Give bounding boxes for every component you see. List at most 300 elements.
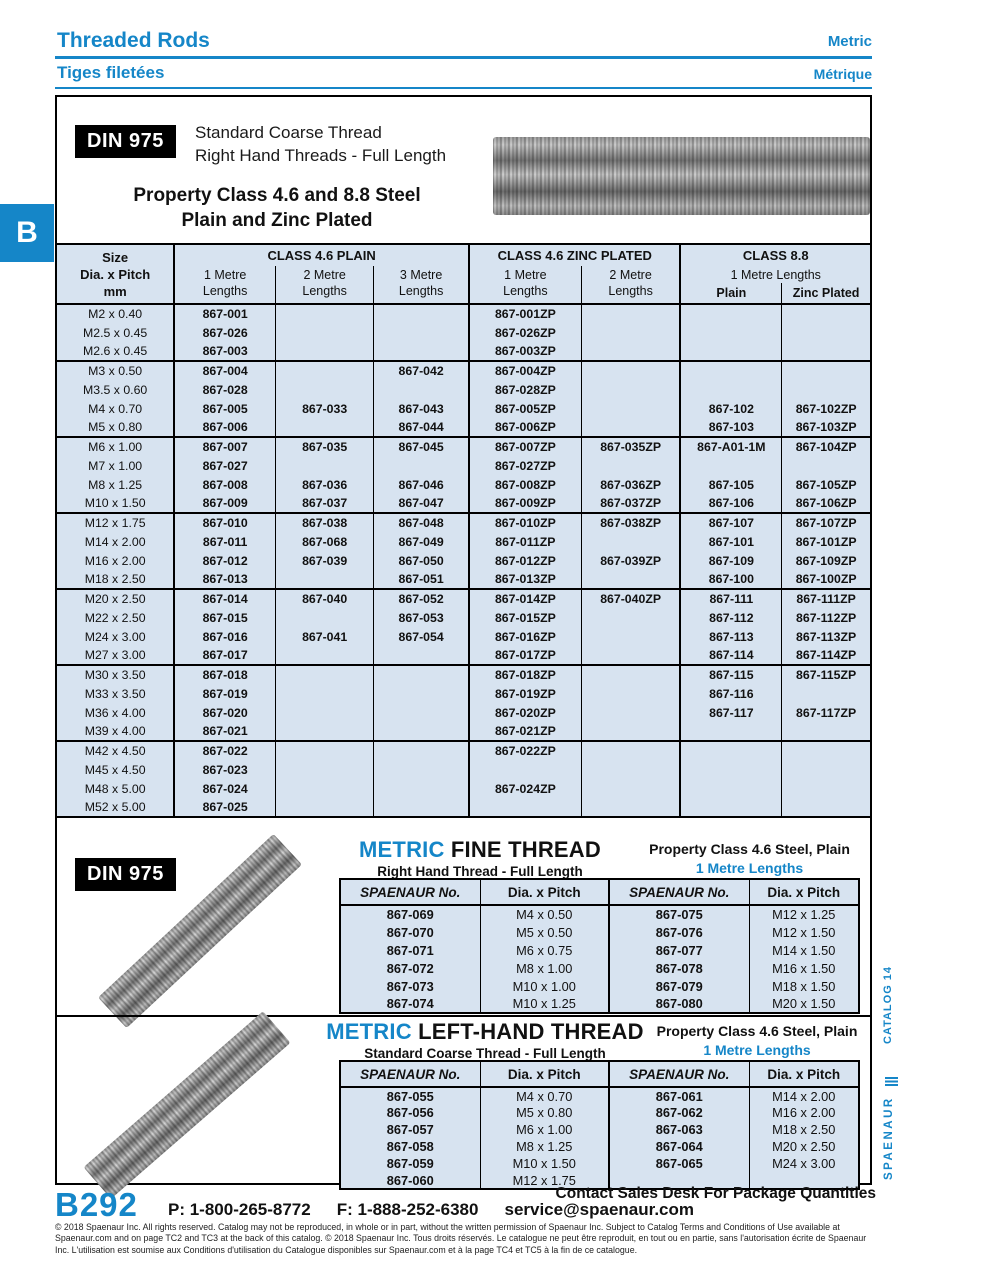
table-row — [56, 418, 871, 437]
table-cell: 867-106 — [680, 494, 781, 513]
table-row — [56, 779, 871, 798]
table-cell — [276, 760, 374, 779]
page-title-en: Threaded Rods — [57, 29, 210, 52]
section-divider — [55, 1015, 872, 1017]
col-header-lengths: Lengths — [174, 283, 275, 304]
table-cell — [374, 380, 469, 399]
table-cell: 867-006 — [174, 418, 275, 437]
table-cell: 867-019 — [174, 684, 275, 703]
table-cell: 867-103 — [680, 418, 781, 437]
table-cell: 867-053 — [374, 608, 469, 627]
col-header-lengths: Lengths — [276, 283, 374, 304]
table-cell: 867-114ZP — [782, 646, 871, 665]
table-cell: M4 x 0.70 — [480, 1087, 609, 1104]
table-cell — [782, 779, 871, 798]
left-col-pitch-2: Dia. x Pitch — [749, 1061, 859, 1087]
left-thread-title — [325, 1019, 645, 1061]
table-cell: 867-008 — [174, 475, 275, 494]
table-cell — [782, 304, 871, 323]
table-cell: 867-007 — [174, 437, 275, 456]
din-975-badge-fine: DIN 975 — [75, 858, 176, 891]
table-cell: 867-022ZP — [469, 741, 581, 760]
table-cell: 867-060 — [340, 1172, 480, 1189]
table-cell: 867-015ZP — [469, 608, 581, 627]
table-cell: 867-004ZP — [469, 361, 581, 380]
table-cell: 867-024ZP — [469, 779, 581, 798]
table-cell: 867-003 — [174, 342, 275, 361]
table-cell — [581, 532, 680, 551]
table-cell: M5 x 0.50 — [480, 923, 609, 941]
header-rule-bottom — [55, 87, 872, 89]
table-cell — [680, 361, 781, 380]
table-cell — [374, 779, 469, 798]
table-cell: 867-052 — [374, 589, 469, 608]
left-title-accent: METRIC — [326, 1019, 412, 1044]
table-cell — [782, 741, 871, 760]
size-header-line3: mm — [103, 283, 127, 299]
table-row — [340, 905, 859, 923]
table-cell — [680, 456, 781, 475]
table-cell — [581, 665, 680, 684]
table-cell — [374, 684, 469, 703]
table-row — [56, 437, 871, 456]
table-cell — [276, 608, 374, 627]
table-cell: M42 x 4.50 — [56, 741, 174, 760]
table-cell: 867-040ZP — [581, 589, 680, 608]
col-header-zp-1metre: 1 Metre — [469, 266, 581, 283]
spaenaur-logo-icon — [885, 1077, 898, 1086]
fine-thread-rows — [340, 905, 859, 1013]
table-cell: 867-039 — [276, 551, 374, 570]
table-cell: 867-062 — [609, 1104, 749, 1121]
row-group-m30 — [56, 665, 871, 741]
left-thread-rows — [340, 1087, 859, 1189]
table-cell: 867-107 — [680, 513, 781, 532]
table-cell: 867-018 — [174, 665, 275, 684]
table-cell: M3 x 0.50 — [56, 361, 174, 380]
table-cell: 867-016 — [174, 627, 275, 646]
table-row — [56, 399, 871, 418]
table-cell: 867-009 — [174, 494, 275, 513]
row-group-m3 — [56, 361, 871, 437]
table-cell — [276, 380, 374, 399]
table-cell — [276, 456, 374, 475]
table-cell — [276, 323, 374, 342]
table-cell: 867-025 — [174, 798, 275, 817]
table-row — [56, 456, 871, 475]
table-cell: M2 x 0.40 — [56, 304, 174, 323]
table-cell: M30 x 3.50 — [56, 665, 174, 684]
table-cell: M3.5 x 0.60 — [56, 380, 174, 399]
table-cell — [581, 399, 680, 418]
table-cell — [680, 760, 781, 779]
table-row — [340, 995, 859, 1013]
table-cell: 867-057 — [340, 1121, 480, 1138]
table-cell — [276, 304, 374, 323]
table-cell: 867-013ZP — [469, 570, 581, 589]
table-cell: M14 x 2.00 — [56, 532, 174, 551]
table-cell — [276, 646, 374, 665]
table-cell: 867-004 — [174, 361, 275, 380]
table-cell: 867-A01-1M — [680, 437, 781, 456]
fine-property-line1: Property Class 4.6 Steel, Plain — [649, 841, 850, 857]
fine-col-pitch-1: Dia. x Pitch — [480, 879, 609, 905]
table-cell: 867-112ZP — [782, 608, 871, 627]
coarse-thread-table — [55, 243, 872, 818]
col-header-88-zinc: Zinc Plated — [782, 283, 871, 304]
table-row — [56, 475, 871, 494]
fine-col-pitch-2: Dia. x Pitch — [749, 879, 859, 905]
table-cell — [680, 342, 781, 361]
table-row — [340, 1121, 859, 1138]
table-cell — [680, 380, 781, 399]
table-row — [56, 323, 871, 342]
row-group-m20 — [56, 589, 871, 665]
table-cell: M16 x 2.00 — [56, 551, 174, 570]
table-cell — [581, 703, 680, 722]
table-cell: 867-005ZP — [469, 399, 581, 418]
table-cell — [581, 380, 680, 399]
fine-title-rest: FINE THREAD — [444, 837, 601, 862]
table-cell: 867-006ZP — [469, 418, 581, 437]
table-cell: 867-111ZP — [782, 589, 871, 608]
table-cell: 867-018ZP — [469, 665, 581, 684]
din-975-badge: DIN 975 — [75, 125, 176, 158]
table-cell — [782, 798, 871, 817]
table-cell: 867-038 — [276, 513, 374, 532]
table-cell — [581, 608, 680, 627]
email-address: service@spaenaur.com — [504, 1200, 694, 1219]
table-cell: M39 x 4.00 — [56, 722, 174, 741]
table-cell: M18 x 1.50 — [749, 977, 859, 995]
table-row — [56, 627, 871, 646]
page-number: B292 — [55, 1186, 138, 1223]
col-header-88-lengths: 1 Metre Lengths — [680, 266, 871, 283]
col-header-88-plain: Plain — [680, 283, 781, 304]
table-cell: 867-115ZP — [782, 665, 871, 684]
coarse-subtitle-line1: Standard Coarse Thread — [195, 123, 382, 142]
table-cell: 867-068 — [276, 532, 374, 551]
table-cell: 867-028ZP — [469, 380, 581, 399]
table-cell: M24 x 3.00 — [56, 627, 174, 646]
row-group-m42 — [56, 741, 871, 817]
table-row — [56, 722, 871, 741]
copyright-text: © 2018 Spaenaur Inc. All rights reserved. Catalog may not be reproduced, in whole or in part, without the written permission of Spaenaur Inc. Subject to Catalog Terms and Conditions of Use available at Spaenaur.com and on page TC2 and TC3 at the back of this catalog. © 2018 Spaenaur Inc. Tous droits réservés. Le catalogue ne peut être reproduit, en tout ou en partie, sans l'autorisation écrite de Spaenaur Inc. L'utilisation est soumise aux Conditions d'utilisation du Catalogue disponibles sur Spaenaur.com et à la page TC4 et TC5 à la fin de ce catalogue. — [55, 1222, 867, 1255]
left-property-block — [642, 1022, 872, 1060]
table-cell — [276, 418, 374, 437]
fine-col-spaenaur-1: SPAENAUR No. — [340, 879, 480, 905]
table-row — [56, 646, 871, 665]
table-cell: 867-072 — [340, 959, 480, 977]
table-cell — [680, 798, 781, 817]
col-header-lengths: Lengths — [469, 283, 581, 304]
table-cell: 867-055 — [340, 1087, 480, 1104]
table-cell — [581, 684, 680, 703]
table-cell: M12 x 1.50 — [749, 923, 859, 941]
spaenaur-brand-label: SPAENAUR — [883, 1096, 895, 1180]
table-cell: 867-111 — [680, 589, 781, 608]
table-cell: 867-023 — [174, 760, 275, 779]
table-cell — [782, 361, 871, 380]
table-cell — [782, 456, 871, 475]
table-row — [340, 1155, 859, 1172]
table-cell — [276, 342, 374, 361]
table-cell: M45 x 4.50 — [56, 760, 174, 779]
threaded-rod-image — [493, 137, 870, 215]
left-property-line1: Property Class 4.6 Steel, Plain — [656, 1023, 858, 1039]
table-cell: 867-043 — [374, 399, 469, 418]
table-cell: 867-113ZP — [782, 627, 871, 646]
table-cell — [581, 361, 680, 380]
table-row — [56, 684, 871, 703]
table-cell: 867-035 — [276, 437, 374, 456]
table-cell: 867-116 — [680, 684, 781, 703]
table-cell: 867-102ZP — [782, 399, 871, 418]
table-row — [340, 977, 859, 995]
table-cell: 867-008ZP — [469, 475, 581, 494]
table-cell: M52 x 5.00 — [56, 798, 174, 817]
table-cell: 867-013 — [174, 570, 275, 589]
table-cell — [276, 741, 374, 760]
table-cell — [581, 323, 680, 342]
table-cell — [276, 703, 374, 722]
col-header-2metre: 2 Metre — [276, 266, 374, 283]
table-cell: M7 x 1.00 — [56, 456, 174, 475]
table-row — [56, 513, 871, 532]
table-cell: 867-011 — [174, 532, 275, 551]
table-cell: M48 x 5.00 — [56, 779, 174, 798]
table-cell — [782, 323, 871, 342]
table-cell: 867-078 — [609, 959, 749, 977]
table-row — [56, 304, 871, 323]
table-cell — [276, 665, 374, 684]
row-group-m12 — [56, 513, 871, 589]
table-cell: 867-042 — [374, 361, 469, 380]
left-thread-table — [339, 1060, 860, 1190]
table-cell: 867-070 — [340, 923, 480, 941]
table-cell — [581, 304, 680, 323]
table-cell: 867-014 — [174, 589, 275, 608]
left-title-rest: LEFT-HAND THREAD — [411, 1019, 644, 1044]
table-cell: M12 x 1.75 — [480, 1172, 609, 1189]
table-cell: 867-019ZP — [469, 684, 581, 703]
table-cell: 867-001ZP — [469, 304, 581, 323]
table-cell — [680, 304, 781, 323]
table-cell: M10 x 1.25 — [480, 995, 609, 1013]
left-col-spaenaur-1: SPAENAUR No. — [340, 1061, 480, 1087]
fine-property-line2: 1 Metre Lengths — [695, 860, 804, 876]
table-cell: 867-113 — [680, 627, 781, 646]
table-cell: 867-007ZP — [469, 437, 581, 456]
table-cell: 867-071 — [340, 941, 480, 959]
table-cell: 867-112 — [680, 608, 781, 627]
table-row — [56, 551, 871, 570]
table-cell: 867-056 — [340, 1104, 480, 1121]
table-cell: 867-037 — [276, 494, 374, 513]
coarse-subtitle-line2: Right Hand Threads - Full Length — [195, 146, 447, 165]
table-cell — [581, 741, 680, 760]
table-cell: 867-046 — [374, 475, 469, 494]
table-cell — [680, 722, 781, 741]
table-cell: 867-064 — [609, 1138, 749, 1155]
fine-thread-title — [340, 837, 620, 879]
table-cell: M33 x 3.50 — [56, 684, 174, 703]
header-rule-top — [55, 56, 872, 59]
table-cell — [374, 342, 469, 361]
table-row — [56, 741, 871, 760]
table-cell: 867-100ZP — [782, 570, 871, 589]
table-cell: M6 x 1.00 — [480, 1121, 609, 1138]
table-cell — [374, 703, 469, 722]
table-cell: 867-011ZP — [469, 532, 581, 551]
table-cell: 867-106ZP — [782, 494, 871, 513]
table-cell: M10 x 1.00 — [480, 977, 609, 995]
table-cell: 867-017ZP — [469, 646, 581, 665]
table-cell: 867-103ZP — [782, 418, 871, 437]
table-cell: 867-024 — [174, 779, 275, 798]
table-cell: 867-040 — [276, 589, 374, 608]
table-cell: M14 x 1.50 — [749, 941, 859, 959]
contact-sales-note: Contact Sales Desk For Package Quantities — [555, 1185, 876, 1202]
table-row — [56, 532, 871, 551]
table-cell: M5 x 0.80 — [480, 1104, 609, 1121]
table-cell: 867-005 — [174, 399, 275, 418]
table-cell — [581, 342, 680, 361]
col-header-3metre: 3 Metre — [374, 266, 469, 283]
table-cell: M16 x 2.00 — [749, 1104, 859, 1121]
table-cell: M2.6 x 0.45 — [56, 342, 174, 361]
fax-number: F: 1-888-252-6380 — [336, 1200, 479, 1219]
table-cell — [276, 361, 374, 380]
fine-title-accent: METRIC — [359, 837, 445, 862]
table-cell: 867-021 — [174, 722, 275, 741]
table-cell — [581, 760, 680, 779]
table-cell: 867-061 — [609, 1087, 749, 1104]
table-cell: 867-021ZP — [469, 722, 581, 741]
table-cell: 867-080 — [609, 995, 749, 1013]
table-cell: 867-026 — [174, 323, 275, 342]
group-header-class46-zinc: CLASS 4.6 ZINC PLATED — [469, 244, 681, 266]
size-header-line1: Size — [102, 249, 129, 265]
table-cell: 867-033 — [276, 399, 374, 418]
fine-thread-subtitle: Right Hand Thread - Full Length — [377, 864, 583, 879]
table-cell — [782, 342, 871, 361]
table-cell — [374, 741, 469, 760]
table-cell: 867-049 — [374, 532, 469, 551]
table-cell: M6 x 1.00 — [56, 437, 174, 456]
coarse-thread-subtitle — [195, 121, 446, 167]
table-row — [340, 941, 859, 959]
property-class-title — [57, 183, 497, 233]
table-cell: M27 x 3.00 — [56, 646, 174, 665]
table-cell: 867-047 — [374, 494, 469, 513]
table-cell: 867-048 — [374, 513, 469, 532]
table-cell: 867-109 — [680, 551, 781, 570]
table-cell — [581, 418, 680, 437]
table-row — [56, 570, 871, 589]
table-cell: 867-074 — [340, 995, 480, 1013]
catalog-14-label: CATALOG 14 — [882, 965, 894, 1044]
table-cell: 867-045 — [374, 437, 469, 456]
table-row — [56, 361, 871, 380]
col-header-zp-2metre: 2 Metre — [581, 266, 680, 283]
table-cell: 867-101 — [680, 532, 781, 551]
table-cell: 867-100 — [680, 570, 781, 589]
table-row — [340, 1104, 859, 1121]
table-cell — [782, 684, 871, 703]
table-cell: 867-076 — [609, 923, 749, 941]
table-cell: M16 x 1.50 — [749, 959, 859, 977]
table-row — [56, 380, 871, 399]
table-row — [56, 608, 871, 627]
table-cell: 867-035ZP — [581, 437, 680, 456]
table-cell — [680, 741, 781, 760]
table-cell — [581, 798, 680, 817]
table-cell: 867-039ZP — [581, 551, 680, 570]
table-cell: 867-014ZP — [469, 589, 581, 608]
left-col-pitch-1: Dia. x Pitch — [480, 1061, 609, 1087]
table-cell: 867-065 — [609, 1155, 749, 1172]
table-cell — [680, 323, 781, 342]
table-cell — [581, 456, 680, 475]
table-cell: 867-036 — [276, 475, 374, 494]
table-cell: M24 x 3.00 — [749, 1155, 859, 1172]
table-cell: 867-107ZP — [782, 513, 871, 532]
table-cell: M8 x 1.25 — [56, 475, 174, 494]
table-cell — [276, 684, 374, 703]
table-row — [56, 760, 871, 779]
table-cell — [469, 760, 581, 779]
threaded-rod-image-left — [83, 1011, 290, 1199]
table-cell: M36 x 4.00 — [56, 703, 174, 722]
table-cell — [374, 646, 469, 665]
table-cell: 867-105 — [680, 475, 781, 494]
table-cell: M8 x 1.00 — [480, 959, 609, 977]
property-line2: Plain and Zinc Plated — [181, 210, 373, 231]
table-cell: 867-003ZP — [469, 342, 581, 361]
table-cell: M4 x 0.50 — [480, 905, 609, 923]
table-row — [56, 703, 871, 722]
table-cell: 867-022 — [174, 741, 275, 760]
table-cell: 867-010 — [174, 513, 275, 532]
table-cell — [680, 779, 781, 798]
table-cell: M20 x 1.50 — [749, 995, 859, 1013]
fine-property-block — [627, 840, 872, 878]
table-cell: 867-027 — [174, 456, 275, 475]
table-cell: 867-020ZP — [469, 703, 581, 722]
table-cell: M2.5 x 0.45 — [56, 323, 174, 342]
table-cell: M22 x 2.50 — [56, 608, 174, 627]
table-cell: 867-101ZP — [782, 532, 871, 551]
table-cell: M12 x 1.75 — [56, 513, 174, 532]
header-metric-fr: Métrique — [813, 66, 872, 82]
table-cell: 867-044 — [374, 418, 469, 437]
table-cell — [581, 627, 680, 646]
table-cell: 867-063 — [609, 1121, 749, 1138]
contact-phone-line — [168, 1200, 720, 1220]
table-cell — [374, 760, 469, 779]
table-cell — [276, 779, 374, 798]
table-cell: 867-115 — [680, 665, 781, 684]
section-tab-b: B — [0, 204, 54, 262]
col-header-lengths: Lengths — [581, 283, 680, 304]
table-cell: 867-054 — [374, 627, 469, 646]
table-cell: 867-059 — [340, 1155, 480, 1172]
left-col-spaenaur-2: SPAENAUR No. — [609, 1061, 749, 1087]
table-cell: 867-058 — [340, 1138, 480, 1155]
table-row — [340, 959, 859, 977]
table-cell: 867-036ZP — [581, 475, 680, 494]
